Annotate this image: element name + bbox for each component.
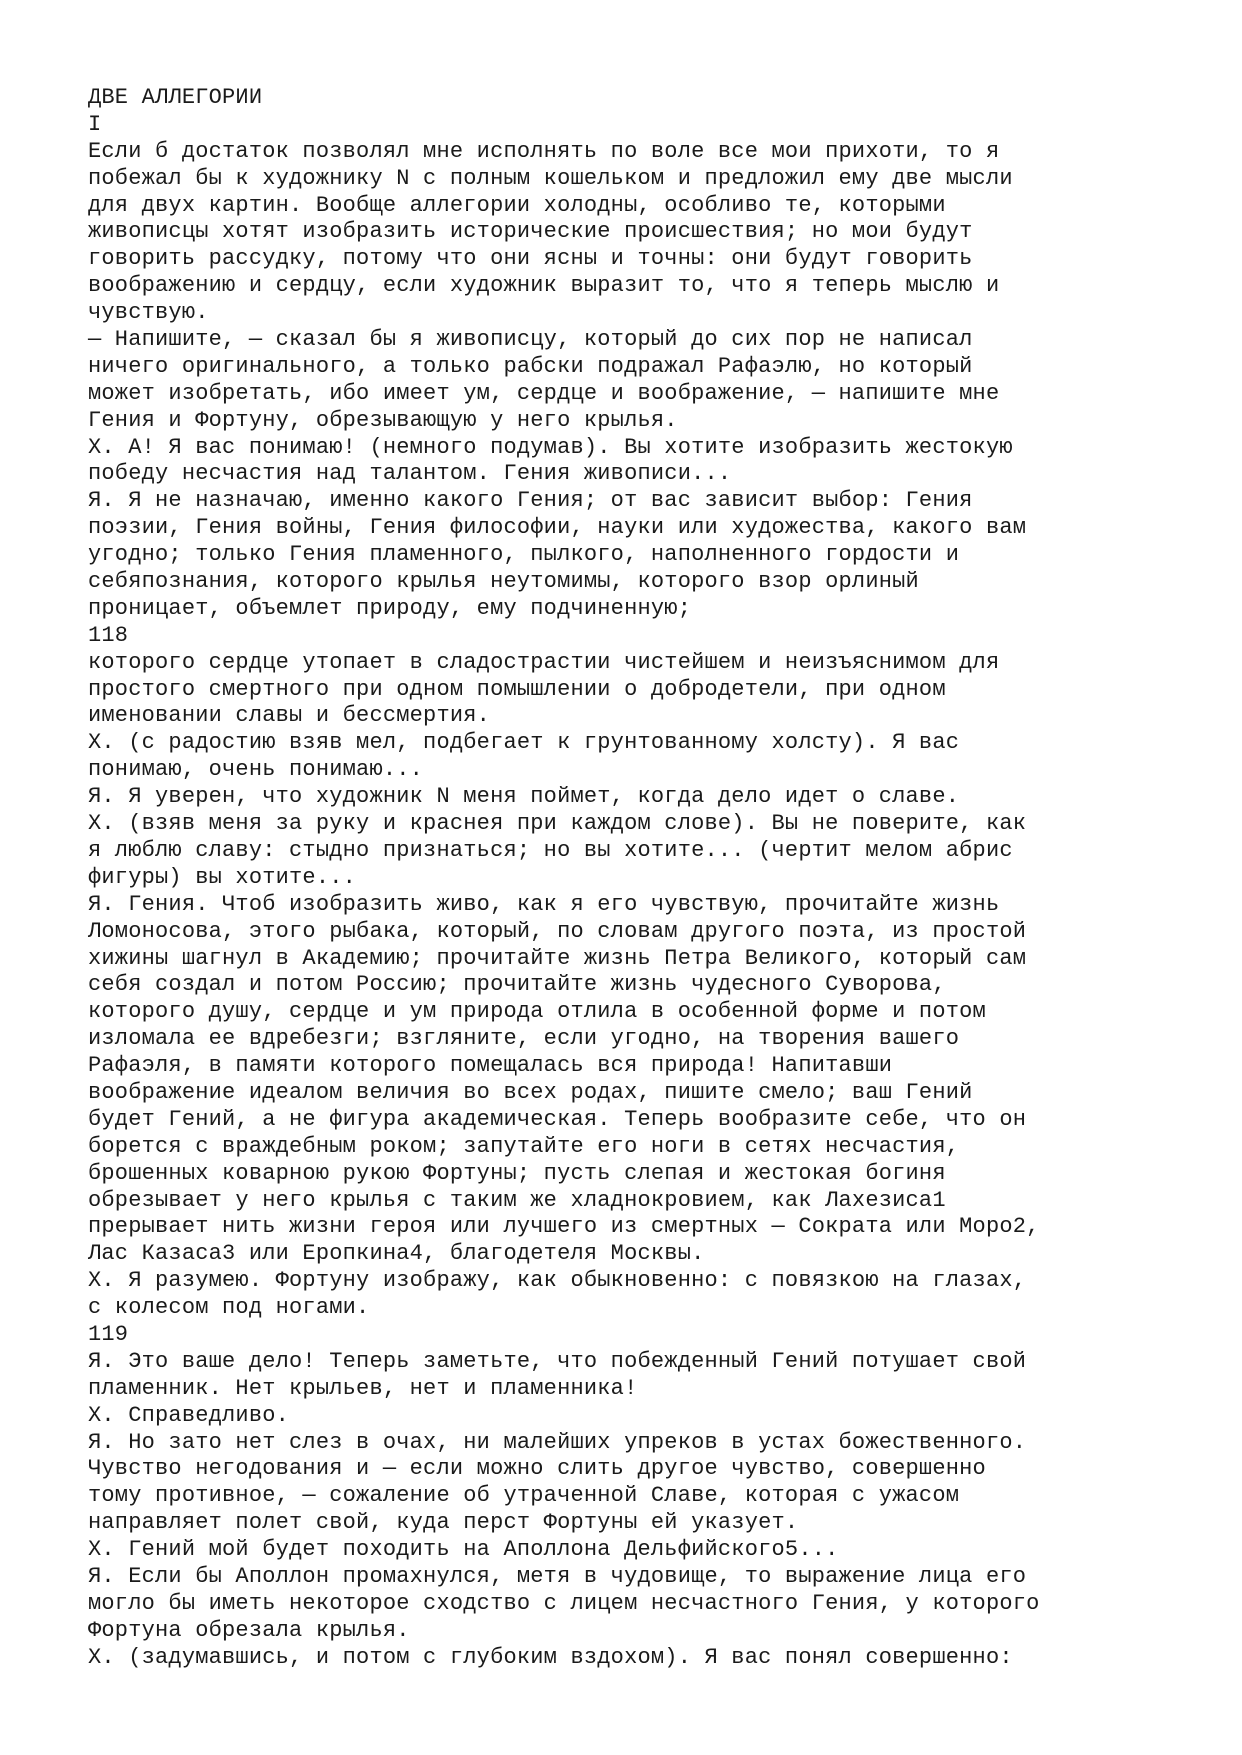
text-line: именовании славы и бессмертия. — [88, 703, 491, 729]
document-text — [88, 85, 1198, 1672]
text-line: направляет полет свой, куда перст Фортуны ей указует. — [88, 1510, 799, 1536]
text-line: простого смертного при одном помышлении о добродетели, при одном — [88, 676, 946, 702]
text-line: прерывает нить жизни героя или лучшего из смертных — Сократа или Моро2, — [88, 1214, 1040, 1240]
text-line: чувствую. — [88, 300, 209, 326]
text-line: Я. Я уверен, что художник N меня поймет, когда дело идет о славе. — [88, 784, 960, 810]
text-line: 119 — [88, 1321, 129, 1347]
text-line: победу несчастия над талантом. Гения живописи... — [88, 461, 732, 487]
text-line: воображению и сердцу, если художник выразит то, что я теперь мыслю и — [88, 273, 1000, 299]
text-line: может изобретать, ибо имеет ум, сердце и воображение, — напишите мне — [88, 380, 1000, 406]
text-line: Рафаэля, в памяти которого помещалась вся природа! Напитавши — [88, 1053, 893, 1079]
text-line: которого душу, сердце и ум природа отлила в особенной форме и потом — [88, 999, 986, 1025]
text-line: обрезывает у него крылья с таким же хладнокровием, как Лахезиса1 — [88, 1187, 946, 1213]
text-line: для двух картин. Вообще аллегории холодны, особливо те, которыми — [88, 192, 946, 218]
text-line: Ломоносова, этого рыбака, который, по словам другого поэта, из простой — [88, 918, 1027, 944]
text-line: Фортуна обрезала крылья. — [88, 1617, 410, 1643]
document-title: ДВЕ АЛЛЕГОРИИ — [88, 85, 263, 110]
document-body — [88, 112, 1198, 1672]
text-line: Х. Я разумею. Фортуну изображу, как обыкновенно: с повязкою на глазах, — [88, 1268, 1027, 1294]
text-line: себяпознания, которого крылья неутомимы, которого взор орлиный — [88, 569, 919, 595]
text-line: Х. Гений мой будет походить на Аполлона Дельфийского5... — [88, 1537, 839, 1563]
text-line: изломала ее вдребезги; взгляните, если угодно, на творения вашего — [88, 1026, 960, 1052]
text-line: I — [88, 111, 102, 137]
text-line: Я. Если бы Аполлон промахнулся, метя в чудовище, то выражение лица его — [88, 1563, 1027, 1589]
text-line: борется с враждебным роком; запутайте его ноги в сетях несчастия, — [88, 1133, 960, 1159]
text-line: Лас Казаса3 или Еропкина4, благодетеля Москвы. — [88, 1241, 705, 1267]
text-line: могло бы иметь некоторое сходство с лицем несчастного Гения, у которого — [88, 1590, 1040, 1616]
text-line: Х. (взяв меня за руку и краснея при каждом слове). Вы не поверите, как — [88, 811, 1027, 837]
text-line: Гения и Фортуну, обрезывающую у него крылья. — [88, 407, 678, 433]
text-line: Х. (с радостию взяв мел, подбегает к грунтованному холсту). Я вас — [88, 730, 960, 756]
text-line: Я. Это ваше дело! Теперь заметьте, что побежденный Гений потушает свой — [88, 1348, 1027, 1374]
text-line: проницает, объемлет природу, ему подчиненную; — [88, 595, 692, 621]
text-line: угодно; только Гения пламенного, пылкого, наполненного гордости и — [88, 542, 960, 568]
text-line: ничего оригинального, а только рабски подражал Рафаэлю, но который — [88, 353, 973, 379]
text-line: понимаю, очень понимаю... — [88, 757, 424, 783]
text-line: Я. Гения. Чтоб изобразить живо, как я его чувствую, прочитайте жизнь — [88, 891, 1000, 917]
text-line: Если б достаток позволял мне исполнять по воле все мои прихоти, то я — [88, 138, 1000, 164]
text-line: Я. Я не назначаю, именно какого Гения; от вас зависит выбор: Гения — [88, 488, 973, 514]
text-line: Я. Но зато нет слез в очах, ни малейших упреков в устах божественного. — [88, 1429, 1027, 1455]
text-line: живописцы хотят изобразить исторические происшествия; но мои будут — [88, 219, 973, 245]
text-line: побежал бы к художнику N с полным кошельком и предложил ему две мысли — [88, 165, 1013, 191]
text-line: Х. А! Я вас понимаю! (немного подумав). Вы хотите изобразить жестокую — [88, 434, 1013, 460]
text-line: Х. Справедливо. — [88, 1402, 290, 1428]
text-line: — Напишите, — сказал бы я живописцу, который до сих пор не написал — [88, 327, 973, 353]
text-line: себя создал и потом Россию; прочитайте жизнь чудесного Суворова, — [88, 972, 946, 998]
text-line: тому противное, — сожаление об утраченной Славе, которая с ужасом — [88, 1483, 960, 1509]
text-line: Х. (задумавшись, и потом с глубоким вздохом). Я вас понял совершенно: — [88, 1644, 1013, 1670]
text-line: говорить рассудку, потому что они ясны и точны: они будут говорить — [88, 246, 973, 272]
text-line: которого сердце утопает в сладострастии чистейшем и неизъяснимом для — [88, 649, 1000, 675]
text-line: 118 — [88, 622, 129, 648]
text-line: Чувство негодования и — если можно слить другое чувство, совершенно — [88, 1456, 986, 1482]
text-line: будет Гений, а не фигура академическая. Теперь вообразите себе, что он — [88, 1106, 1027, 1132]
text-line: фигуры) вы хотите... — [88, 864, 357, 890]
text-line: хижины шагнул в Академию; прочитайте жизнь Петра Великого, который сам — [88, 945, 1027, 971]
text-line: воображение идеалом величия во всех родах, пишите смело; ваш Гений — [88, 1079, 973, 1105]
text-line: пламенник. Нет крыльев, нет и пламенника! — [88, 1375, 638, 1401]
text-line: поэзии, Гения войны, Гения философии, науки или художества, какого вам — [88, 515, 1027, 541]
text-line: брошенных коварною рукою Фортуны; пусть слепая и жестокая богиня — [88, 1160, 946, 1186]
text-line: я люблю славу: стыдно признаться; но вы хотите... (чертит мелом абрис — [88, 837, 1013, 863]
text-line: с колесом под ногами. — [88, 1295, 370, 1321]
